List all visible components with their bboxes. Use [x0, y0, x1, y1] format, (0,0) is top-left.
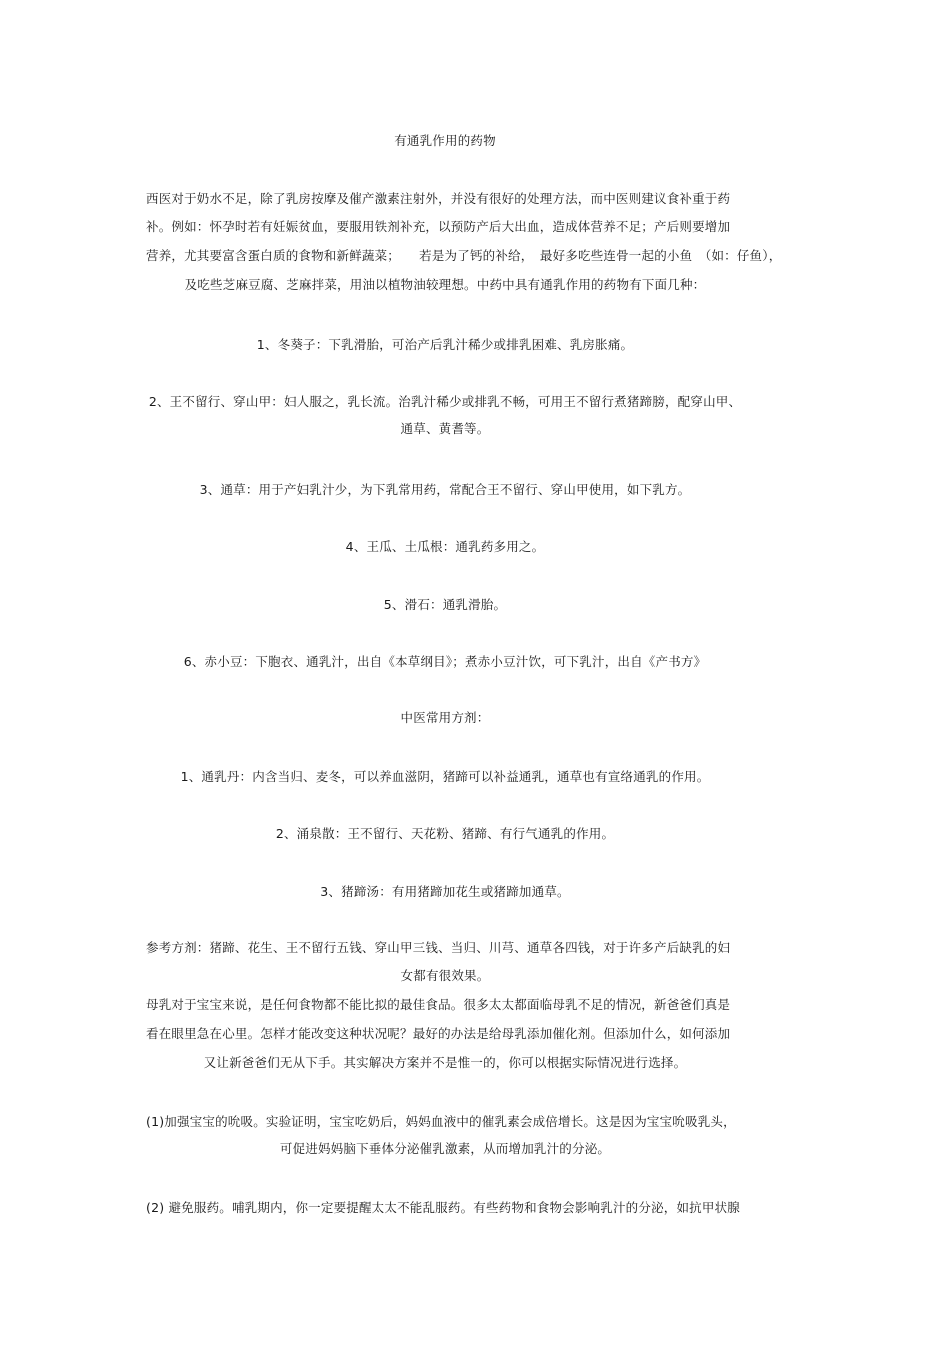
breastmilk-line-3: 又让新爸爸们无从下手。其实解决方案并不是惟一的，你可以根据实际情况进行选择。 [203, 1055, 687, 1070]
intro-line-3: 营养，尤其要富含蛋白质的食物和新鲜蔬菜； 若是为了钙的补给， 最好多吃些连骨一起的小鱼 （如：仔鱼）， [146, 248, 782, 263]
intro-line-1: 西医对于奶水不足，除了乳房按摩及催产激素注射外，并没有很好的处理方法，而中医则建议食补重于药 [146, 191, 731, 206]
herb-item-1: 1、冬葵子：下乳滑胎，可治产后乳汁稀少或排乳困难、乳房胀痛。 [256, 337, 634, 352]
formula-item-3: 3、猪蹄汤：有用猪蹄加花生或猪蹄加通草。 [320, 884, 570, 899]
herb-item-3: 3、通草：用于产妇乳汁少，为下乳常用药，常配合王不留行、穿山甲使用，如下乳方。 [199, 482, 691, 497]
tip-2-line-1: (2) 避免服药。哺乳期内，你一定要提醒太太不能乱服药。有些药物和食物会影响乳汁的分泌，如抗甲状腺 [146, 1200, 740, 1215]
formula-heading: 中医常用方剂： [400, 710, 490, 725]
formula-item-2: 2、涌泉散：王不留行、天花粉、猪蹄、有行气通乳的作用。 [275, 826, 615, 841]
herb-item-6: 6、赤小豆：下胞衣、通乳汁，出自《本草纲目》；煮赤小豆汁饮，可下乳汁，出自《产书方》 [183, 654, 707, 669]
tip-1-line-1: (1)加强宝宝的吮吸。实验证明，宝宝吃奶后，妈妈血液中的催乳素会成倍增长。这是因为宝宝吮吸乳头， [146, 1114, 736, 1129]
reference-line-1: 参考方剂：猪蹄、花生、王不留行五钱、穿山甲三钱、当归、川芎、通草各四钱，对于许多产后缺乳的妇 [146, 940, 731, 955]
intro-line-2: 补。例如：怀孕时若有妊娠贫血，要服用铁剂补充，以预防产后大出血，造成体营养不足；产后则要增加 [146, 219, 731, 234]
herb-item-5: 5、滑石：通乳滑胎。 [383, 597, 507, 612]
intro-line-4: 及吃些芝麻豆腐、芝麻拌菜，用油以植物油较理想。中药中具有通乳作用的药物有下面几种： [184, 277, 706, 292]
herb-item-2: 2、王不留行、穿山甲：妇人服之，乳长流。治乳汁稀少或排乳不畅，可用王不留行煮猪蹄膀，配穿山甲、 [148, 394, 742, 409]
formula-item-1: 1、通乳丹：内含当归、麦冬，可以养血滋阴，猪蹄可以补益通乳，通草也有宣络通乳的作用。 [180, 769, 710, 784]
breastmilk-line-1: 母乳对于宝宝来说，是任何食物都不能比拟的最佳食品。很多太太都面临母乳不足的情况，新爸爸们真是 [146, 997, 731, 1012]
herb-item-4: 4、王瓜、土瓜根：通乳药多用之。 [345, 539, 545, 554]
page-title: 有通乳作用的药物 [394, 133, 496, 148]
reference-line-2: 女都有很效果。 [400, 968, 490, 983]
tip-1-line-2: 可促进妈妈脑下垂体分泌催乳激素，从而增加乳汁的分泌。 [279, 1141, 611, 1156]
herb-item-2-continued: 通草、黄耆等。 [400, 421, 490, 436]
breastmilk-line-2: 看在眼里急在心里。怎样才能改变这种状况呢？最好的办法是给母乳添加催化剂。但添加什么，如何添加 [146, 1026, 731, 1041]
